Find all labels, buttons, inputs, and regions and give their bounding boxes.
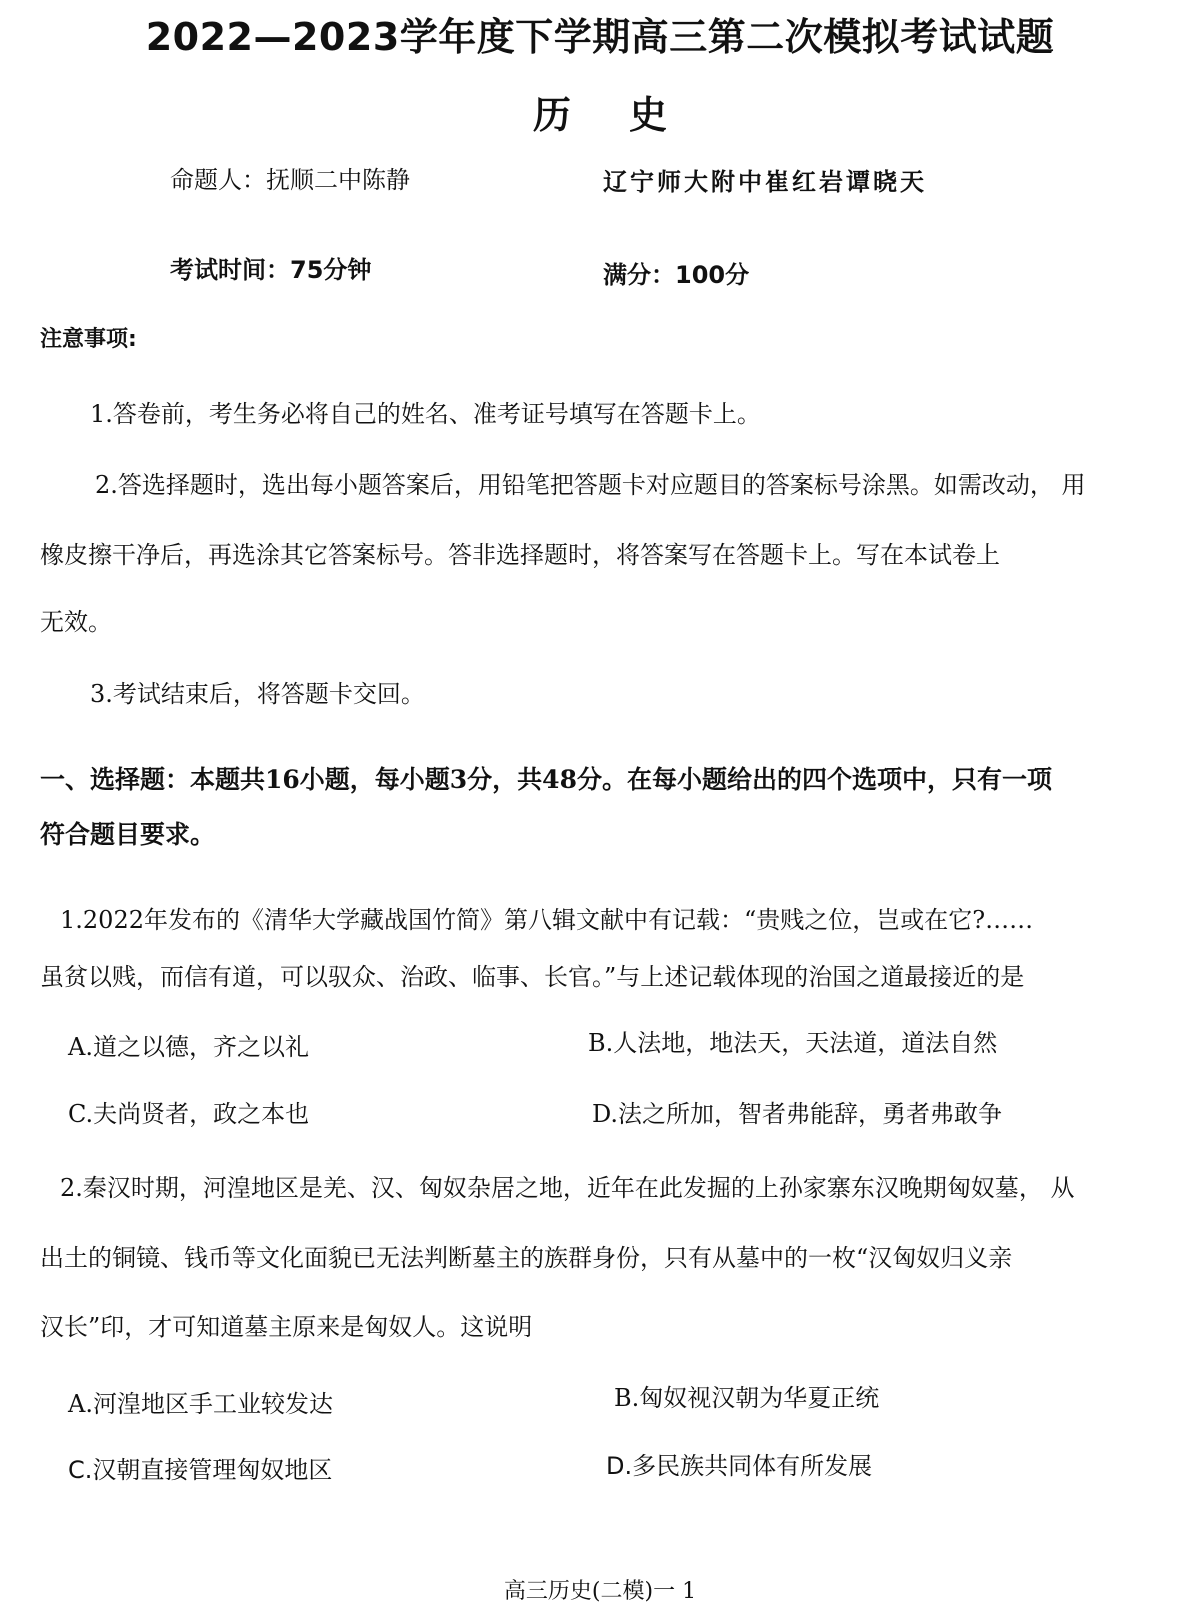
notice-item-1: 1.答卷前，考生务必将自己的姓名、准考证号填写在答题卡上。	[90, 400, 761, 428]
author-right: 辽宁师大附中崔红岩谭晓天	[603, 168, 927, 196]
question-2-stem-line-1: 2.秦汉时期，河湟地区是羌、汉、匈奴杂居之地，近年在此发掘的上孙家寨东汉晚期匈奴墓， 从	[60, 1174, 1075, 1202]
question-1-option-a: A.道之以德，齐之以礼	[68, 1033, 309, 1061]
exam-title: 2022—2023学年度下学期高三第二次模拟考试试题	[145, 15, 1055, 59]
author-left: 命题人：抚顺二中陈静	[170, 166, 410, 194]
question-2-stem-line-2: 出土的铜镜、钱币等文化面貌已无法判断墓主的族群身份，只有从墓中的一枚“汉匈奴归义亲	[40, 1244, 1013, 1272]
notice-item-2-line-2: 橡皮擦干净后，再选涂其它答案标号。答非选择题时，将答案写在答题卡上。写在本试卷上	[40, 541, 1000, 569]
question-1-option-d: D.法之所加，智者弗能辞，勇者弗敢争	[592, 1100, 1003, 1128]
question-1-option-c: C.夫尚贤者，政之本也	[68, 1100, 310, 1128]
notice-item-3: 3.考试结束后，将答题卡交回。	[90, 680, 425, 708]
notice-item-2-line-3: 无效。	[40, 608, 112, 636]
question-2-option-c: C.汉朝直接管理匈奴地区	[68, 1456, 333, 1484]
exam-time: 考试时间：75分钟	[170, 256, 372, 284]
notice-heading: 注意事项:	[40, 327, 137, 352]
page-footer: 高三历史(二模)一 1	[503, 1579, 697, 1604]
question-2-stem-line-3: 汉长”印，才可知道墓主原来是匈奴人。这说明	[40, 1313, 533, 1341]
section-heading-line-1: 一、选择题：本题共16小题，每小题3分，共48分。在每小题给出的四个选项中，只有一项	[40, 765, 1052, 794]
question-1-option-b: B.人法地，地法天，天法道，道法自然	[588, 1029, 998, 1057]
full-score: 满分：100分	[603, 261, 750, 289]
subject-title: 历史	[532, 93, 725, 137]
notice-item-2-line-1: 2.答选择题时，选出每小题答案后，用铅笔把答题卡对应题目的答案标号涂黑。如需改动， 用	[95, 471, 1086, 499]
section-heading-line-2: 符合题目要求。	[40, 820, 216, 849]
question-1-stem-line-2: 虽贫以贱，而信有道，可以驭众、治政、临事、长官。”与上述记载体现的治国之道最接近的是	[40, 963, 1025, 991]
question-2-option-b: B.匈奴视汉朝为华夏正统	[614, 1384, 880, 1412]
question-1-stem-line-1: 1.2022年发布的《清华大学藏战国竹简》第八辑文献中有记载：“贵贱之位，岂或在它?……	[60, 906, 1034, 934]
question-2-option-d: D.多民族共同体有所发展	[606, 1452, 873, 1480]
question-2-option-a: A.河湟地区手工业较发达	[68, 1390, 333, 1418]
